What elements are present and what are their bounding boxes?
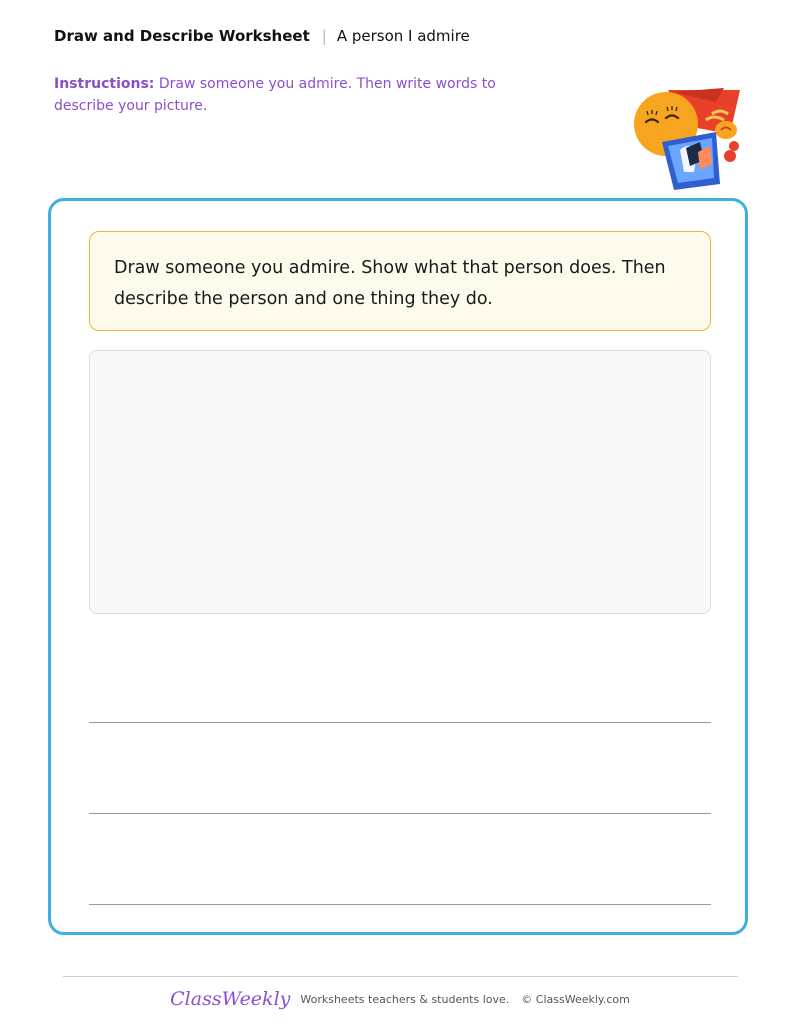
instructions-text: Draw someone you admire. Then write words to describe your picture.	[54, 76, 496, 114]
worksheet-header	[54, 26, 470, 46]
footer	[0, 988, 800, 1010]
writing-line-2[interactable]	[89, 813, 711, 814]
header-separator: |	[321, 27, 327, 45]
reading-mascot-icon	[628, 84, 750, 192]
writing-line-1[interactable]	[89, 722, 711, 723]
instructions	[54, 73, 554, 117]
prompt-box	[89, 231, 711, 331]
drawing-area[interactable]	[89, 350, 711, 614]
footer-divider	[63, 976, 738, 977]
worksheet-subtitle: A person I admire	[336, 27, 470, 45]
footer-copyright: © ClassWeekly.com	[521, 992, 630, 1006]
classweekly-logo: ClassWeekly	[170, 988, 291, 1010]
writing-line-3[interactable]	[89, 904, 711, 905]
prompt-text: Draw someone you admire. Show what that person does. Then describe the person and one thing they do.	[114, 258, 666, 309]
instructions-label: Instructions:	[54, 76, 155, 92]
footer-tagline: Worksheets teachers & students love.	[300, 992, 510, 1006]
worksheet-title: Draw and Describe Worksheet	[54, 27, 310, 45]
